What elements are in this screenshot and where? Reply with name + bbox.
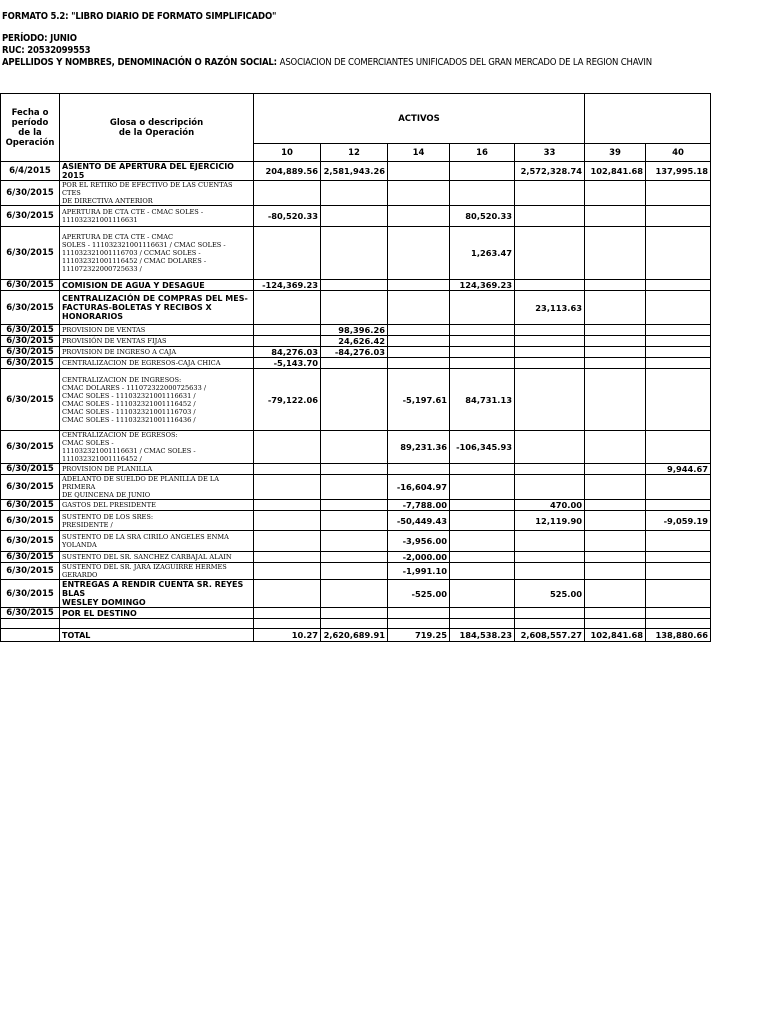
razon-label: APELLIDOS Y NOMBRES, DENOMINACIÓN O RAZÓN SOCIAL: (2, 57, 277, 68)
amount-cell-33: 470.00 (515, 500, 585, 511)
amount-cell-40: 9,944.67 (646, 464, 711, 475)
amount-cell-12 (321, 358, 388, 369)
table-row (1, 563, 711, 580)
amount-cell-10: -80,520.33 (254, 206, 321, 227)
amount-cell-14 (388, 162, 450, 181)
amount-cell-14: -16,604.97 (388, 475, 450, 500)
empty-cell (585, 619, 646, 629)
amount-cell-16: 84,731.13 (450, 369, 515, 431)
razon-value: ASOCIACION DE COMERCIANTES UNIFICADOS DEL GRAN MERCADO DE LA REGION CHAVIN (279, 57, 652, 68)
amount-cell-33 (515, 181, 585, 206)
account-code-header: 39 (585, 144, 646, 162)
table-row (1, 358, 711, 369)
amount-cell-12 (321, 181, 388, 206)
ruc-label: RUC: (2, 45, 25, 56)
amount-cell-10: 204,889.56 (254, 162, 321, 181)
row-date: 6/30/2015 (1, 475, 60, 500)
amount-cell-16 (450, 291, 515, 325)
amount-cell-14 (388, 291, 450, 325)
row-date: 6/30/2015 (1, 531, 60, 552)
total-amount-40: 138,880.66 (646, 629, 711, 642)
amount-cell-12: 24,626.42 (321, 336, 388, 347)
amount-cell-16: 124,369.23 (450, 280, 515, 291)
amount-cell-12 (321, 431, 388, 464)
amount-cell-40 (646, 347, 711, 358)
amount-cell-33: 23,113.63 (515, 291, 585, 325)
row-date: 6/30/2015 (1, 291, 60, 325)
account-code-header: 40 (646, 144, 711, 162)
amount-cell-12 (321, 369, 388, 431)
razon-social-line (2, 57, 652, 68)
amount-cell-12: 2,581,943.26 (321, 162, 388, 181)
amount-cell-14 (388, 280, 450, 291)
row-description: PROVISION DE VENTAS (60, 325, 254, 336)
ruc-value: 20532099553 (27, 45, 91, 56)
amount-cell-39 (585, 431, 646, 464)
row-date: 6/30/2015 (1, 500, 60, 511)
table-row (1, 162, 711, 181)
account-code-header: 10 (254, 144, 321, 162)
empty-cell (388, 619, 450, 629)
account-code-header: 14 (388, 144, 450, 162)
amount-cell-10 (254, 291, 321, 325)
empty-cell (254, 619, 321, 629)
table-row (1, 347, 711, 358)
amount-cell-16 (450, 531, 515, 552)
amount-cell-39 (585, 464, 646, 475)
amount-cell-40 (646, 206, 711, 227)
row-description: APERTURA DE CTA CTE - CMAC SOLES - 111032321001116631 / CMAC SOLES - 111032321001116703 / CCMAC SOLES - 111032321001116452 / CMAC DOLARES - 111072322000725633 / (60, 227, 254, 280)
amount-cell-33 (515, 369, 585, 431)
amount-cell-16 (450, 552, 515, 563)
amount-cell-39 (585, 369, 646, 431)
spacer-row (1, 619, 711, 629)
format-title: FORMATO 5.2: "LIBRO DIARIO DE FORMATO SIMPLIFICADO" (2, 11, 277, 22)
total-row (1, 629, 711, 642)
amount-cell-10: -124,369.23 (254, 280, 321, 291)
amount-cell-40 (646, 280, 711, 291)
empty-cell (60, 619, 254, 629)
table-row (1, 325, 711, 336)
table-row (1, 531, 711, 552)
account-code-header: 33 (515, 144, 585, 162)
amount-cell-12 (321, 206, 388, 227)
empty-cell (321, 619, 388, 629)
amount-cell-10: -79,122.06 (254, 369, 321, 431)
empty-cell (450, 619, 515, 629)
amount-cell-10 (254, 431, 321, 464)
row-description: PROVISION DE INGRESO A CAJA (60, 347, 254, 358)
table-row (1, 580, 711, 608)
amount-cell-33: 2,572,328.74 (515, 162, 585, 181)
amount-cell-10 (254, 181, 321, 206)
amount-cell-16 (450, 464, 515, 475)
amount-cell-40 (646, 500, 711, 511)
row-date: 6/4/2015 (1, 162, 60, 181)
libro-diario-table (0, 93, 711, 642)
amount-cell-40 (646, 325, 711, 336)
amount-cell-33 (515, 552, 585, 563)
amount-cell-39 (585, 336, 646, 347)
row-description: PROVISIÓN DE VENTAS FIJAS (60, 336, 254, 347)
amount-cell-16: 80,520.33 (450, 206, 515, 227)
amount-cell-12: 98,396.26 (321, 325, 388, 336)
row-date: 6/30/2015 (1, 347, 60, 358)
amount-cell-33 (515, 325, 585, 336)
amount-cell-14 (388, 358, 450, 369)
amount-cell-39 (585, 500, 646, 511)
total-amount-10: 10.27 (254, 629, 321, 642)
amount-cell-10 (254, 531, 321, 552)
row-date: 6/30/2015 (1, 431, 60, 464)
amount-cell-33 (515, 464, 585, 475)
amount-cell-39 (585, 325, 646, 336)
amount-cell-33 (515, 280, 585, 291)
amount-cell-40: 137,995.18 (646, 162, 711, 181)
amount-cell-16 (450, 347, 515, 358)
row-description: COMISION DE AGUA Y DESAGUE (60, 280, 254, 291)
total-amount-16: 184,538.23 (450, 629, 515, 642)
amount-cell-10: -5,143.70 (254, 358, 321, 369)
amount-cell-16 (450, 336, 515, 347)
amount-cell-33: 12,119.90 (515, 511, 585, 531)
amount-cell-33 (515, 531, 585, 552)
amount-cell-40 (646, 431, 711, 464)
activos-header: ACTIVOS (254, 94, 585, 144)
amount-cell-14 (388, 608, 450, 619)
amount-cell-16 (450, 181, 515, 206)
row-date: 6/30/2015 (1, 511, 60, 531)
row-date: 6/30/2015 (1, 181, 60, 206)
row-description: POR EL RETIRO DE EFECTIVO DE LAS CUENTAS CTES DE DIRECTIVA ANTERIOR (60, 181, 254, 206)
amount-cell-39 (585, 227, 646, 280)
table-body (1, 162, 711, 642)
amount-cell-39 (585, 531, 646, 552)
row-date: 6/30/2015 (1, 580, 60, 608)
table-row (1, 280, 711, 291)
amount-cell-39 (585, 181, 646, 206)
col-fecha-header: Fecha o período de la Operación (1, 94, 60, 162)
amount-cell-14 (388, 206, 450, 227)
amount-cell-39 (585, 358, 646, 369)
amount-cell-39 (585, 563, 646, 580)
amount-cell-12 (321, 511, 388, 531)
amount-cell-10 (254, 580, 321, 608)
amount-cell-12 (321, 464, 388, 475)
amount-cell-16 (450, 325, 515, 336)
table-row (1, 369, 711, 431)
amount-cell-39: 102,841.68 (585, 162, 646, 181)
amount-cell-33 (515, 336, 585, 347)
amount-cell-16 (450, 563, 515, 580)
amount-cell-10 (254, 325, 321, 336)
total-amount-12: 2,620,689.91 (321, 629, 388, 642)
row-description: APERTURA DE CTA CTE - CMAC SOLES - 111032321001116631 (60, 206, 254, 227)
empty-cell (1, 629, 60, 642)
total-label: TOTAL (60, 629, 254, 642)
amount-cell-39 (585, 511, 646, 531)
amount-cell-14 (388, 181, 450, 206)
amount-cell-14 (388, 227, 450, 280)
amount-cell-33 (515, 347, 585, 358)
amount-cell-10 (254, 500, 321, 511)
amount-cell-33: 525.00 (515, 580, 585, 608)
table-row (1, 431, 711, 464)
total-amount-33: 2,608,557.27 (515, 629, 585, 642)
amount-cell-33 (515, 206, 585, 227)
periodo-label: PERÍODO: (2, 33, 48, 44)
amount-cell-16 (450, 580, 515, 608)
amount-cell-14 (388, 347, 450, 358)
periodo-line (2, 33, 77, 44)
table-row (1, 475, 711, 500)
row-description: SUSTENTO DE LA SRA CIRILO ANGELES ENMA YOLANDA (60, 531, 254, 552)
row-date: 6/30/2015 (1, 464, 60, 475)
row-description: CENTRALIZACION DE EGRESOS-CAJA CHICA (60, 358, 254, 369)
row-date: 6/30/2015 (1, 206, 60, 227)
amount-cell-12 (321, 552, 388, 563)
table-row (1, 500, 711, 511)
account-code-header: 12 (321, 144, 388, 162)
account-code-header: 16 (450, 144, 515, 162)
amount-cell-12 (321, 227, 388, 280)
amount-cell-12 (321, 563, 388, 580)
table-row (1, 181, 711, 206)
amount-cell-14: -3,956.00 (388, 531, 450, 552)
total-amount-39: 102,841.68 (585, 629, 646, 642)
header-blank (585, 94, 711, 144)
amount-cell-10 (254, 563, 321, 580)
table-row (1, 464, 711, 475)
amount-cell-14: -50,449.43 (388, 511, 450, 531)
amount-cell-40 (646, 531, 711, 552)
amount-cell-16 (450, 500, 515, 511)
amount-cell-40 (646, 227, 711, 280)
empty-cell (646, 619, 711, 629)
amount-cell-14 (388, 325, 450, 336)
amount-cell-16: 1,263.47 (450, 227, 515, 280)
amount-cell-39 (585, 580, 646, 608)
row-description: GASTOS DEL PRESIDENTE (60, 500, 254, 511)
amount-cell-33 (515, 608, 585, 619)
amount-cell-16 (450, 511, 515, 531)
amount-cell-10: 84,276.03 (254, 347, 321, 358)
amount-cell-16 (450, 358, 515, 369)
row-date: 6/30/2015 (1, 608, 60, 619)
row-date: 6/30/2015 (1, 563, 60, 580)
table-row (1, 227, 711, 280)
amount-cell-12 (321, 291, 388, 325)
ruc-line (2, 45, 90, 56)
amount-cell-39 (585, 347, 646, 358)
row-description: PROVISION DE PLANILLA (60, 464, 254, 475)
amount-cell-40 (646, 563, 711, 580)
table-row (1, 511, 711, 531)
table-row (1, 291, 711, 325)
amount-cell-39 (585, 291, 646, 325)
row-description: SUSTENTO DE LOS SRES: PRESIDENTE / (60, 511, 254, 531)
amount-cell-10 (254, 552, 321, 563)
empty-cell (1, 619, 60, 629)
row-date: 6/30/2015 (1, 280, 60, 291)
row-description: ENTREGAS A RENDIR CUENTA SR. REYES BLAS WESLEY DOMINGO (60, 580, 254, 608)
amount-cell-12: -84,276.03 (321, 347, 388, 358)
amount-cell-14: -7,788.00 (388, 500, 450, 511)
amount-cell-40 (646, 291, 711, 325)
amount-cell-16 (450, 475, 515, 500)
amount-cell-33 (515, 227, 585, 280)
col-glosa-header: Glosa o descripción de la Operación (60, 94, 254, 162)
row-description: ASIENTO DE APERTURA DEL EJERCICIO 2015 (60, 162, 254, 181)
row-description: SUSTENTO DEL SR. JARA IZAGUIRRE HERMES GERARDO (60, 563, 254, 580)
amount-cell-40 (646, 475, 711, 500)
amount-cell-10 (254, 464, 321, 475)
row-date: 6/30/2015 (1, 336, 60, 347)
amount-cell-39 (585, 475, 646, 500)
row-date: 6/30/2015 (1, 552, 60, 563)
table-row (1, 608, 711, 619)
amount-cell-40 (646, 369, 711, 431)
amount-cell-12 (321, 531, 388, 552)
amount-cell-10 (254, 336, 321, 347)
row-description: ADELANTO DE SUELDO DE PLANILLA DE LA PRIMERA DE QUINCENA DE JUNIO (60, 475, 254, 500)
amount-cell-39 (585, 552, 646, 563)
table-row (1, 336, 711, 347)
amount-cell-12 (321, 475, 388, 500)
amount-cell-10 (254, 608, 321, 619)
amount-cell-33 (515, 431, 585, 464)
row-date: 6/30/2015 (1, 227, 60, 280)
amount-cell-10 (254, 475, 321, 500)
amount-cell-40 (646, 336, 711, 347)
amount-cell-33 (515, 358, 585, 369)
amount-cell-16 (450, 162, 515, 181)
row-description: CENTRALIZACION DE INGRESOS: CMAC DOLARES - 111072322000725633 / CMAC SOLES - 111032321001116631 / CMAC SOLES - 111032321001116452 / CMAC SOLES - 111032321001116703 / CMAC SOLES - 111032321001116436 / (60, 369, 254, 431)
amount-cell-40: -9,059.19 (646, 511, 711, 531)
amount-cell-39 (585, 280, 646, 291)
table-row (1, 552, 711, 563)
amount-cell-40 (646, 580, 711, 608)
amount-cell-40 (646, 181, 711, 206)
amount-cell-40 (646, 552, 711, 563)
total-amount-14: 719.25 (388, 629, 450, 642)
amount-cell-39 (585, 206, 646, 227)
amount-cell-12 (321, 500, 388, 511)
periodo-value: JUNIO (50, 33, 77, 44)
amount-cell-14: -5,197.61 (388, 369, 450, 431)
amount-cell-14 (388, 464, 450, 475)
amount-cell-33 (515, 563, 585, 580)
row-description: POR EL DESTINO (60, 608, 254, 619)
amount-cell-14 (388, 336, 450, 347)
amount-cell-40 (646, 358, 711, 369)
amount-cell-33 (515, 475, 585, 500)
row-description: CENTRALIZACIÓN DE COMPRAS DEL MES- FACTURAS-BOLETAS Y RECIBOS X HONORARIOS (60, 291, 254, 325)
amount-cell-14: 89,231.36 (388, 431, 450, 464)
amount-cell-16: -106,345.93 (450, 431, 515, 464)
amount-cell-39 (585, 608, 646, 619)
amount-cell-12 (321, 280, 388, 291)
amount-cell-14: -2,000.00 (388, 552, 450, 563)
amount-cell-10 (254, 511, 321, 531)
amount-cell-14: -525.00 (388, 580, 450, 608)
amount-cell-10 (254, 227, 321, 280)
amount-cell-16 (450, 608, 515, 619)
table-row (1, 206, 711, 227)
amount-cell-12 (321, 608, 388, 619)
amount-cell-40 (646, 608, 711, 619)
amount-cell-12 (321, 580, 388, 608)
row-date: 6/30/2015 (1, 358, 60, 369)
row-date: 6/30/2015 (1, 369, 60, 431)
row-description: SUSTENTO DEL SR. SANCHEZ CARBAJAL ALAIN (60, 552, 254, 563)
row-date: 6/30/2015 (1, 325, 60, 336)
row-description: CENTRALIZACION DE EGRESOS: CMAC SOLES - 111032321001116631 / CMAC SOLES - 111032321001116452 / (60, 431, 254, 464)
amount-cell-14: -1,991.10 (388, 563, 450, 580)
empty-cell (515, 619, 585, 629)
